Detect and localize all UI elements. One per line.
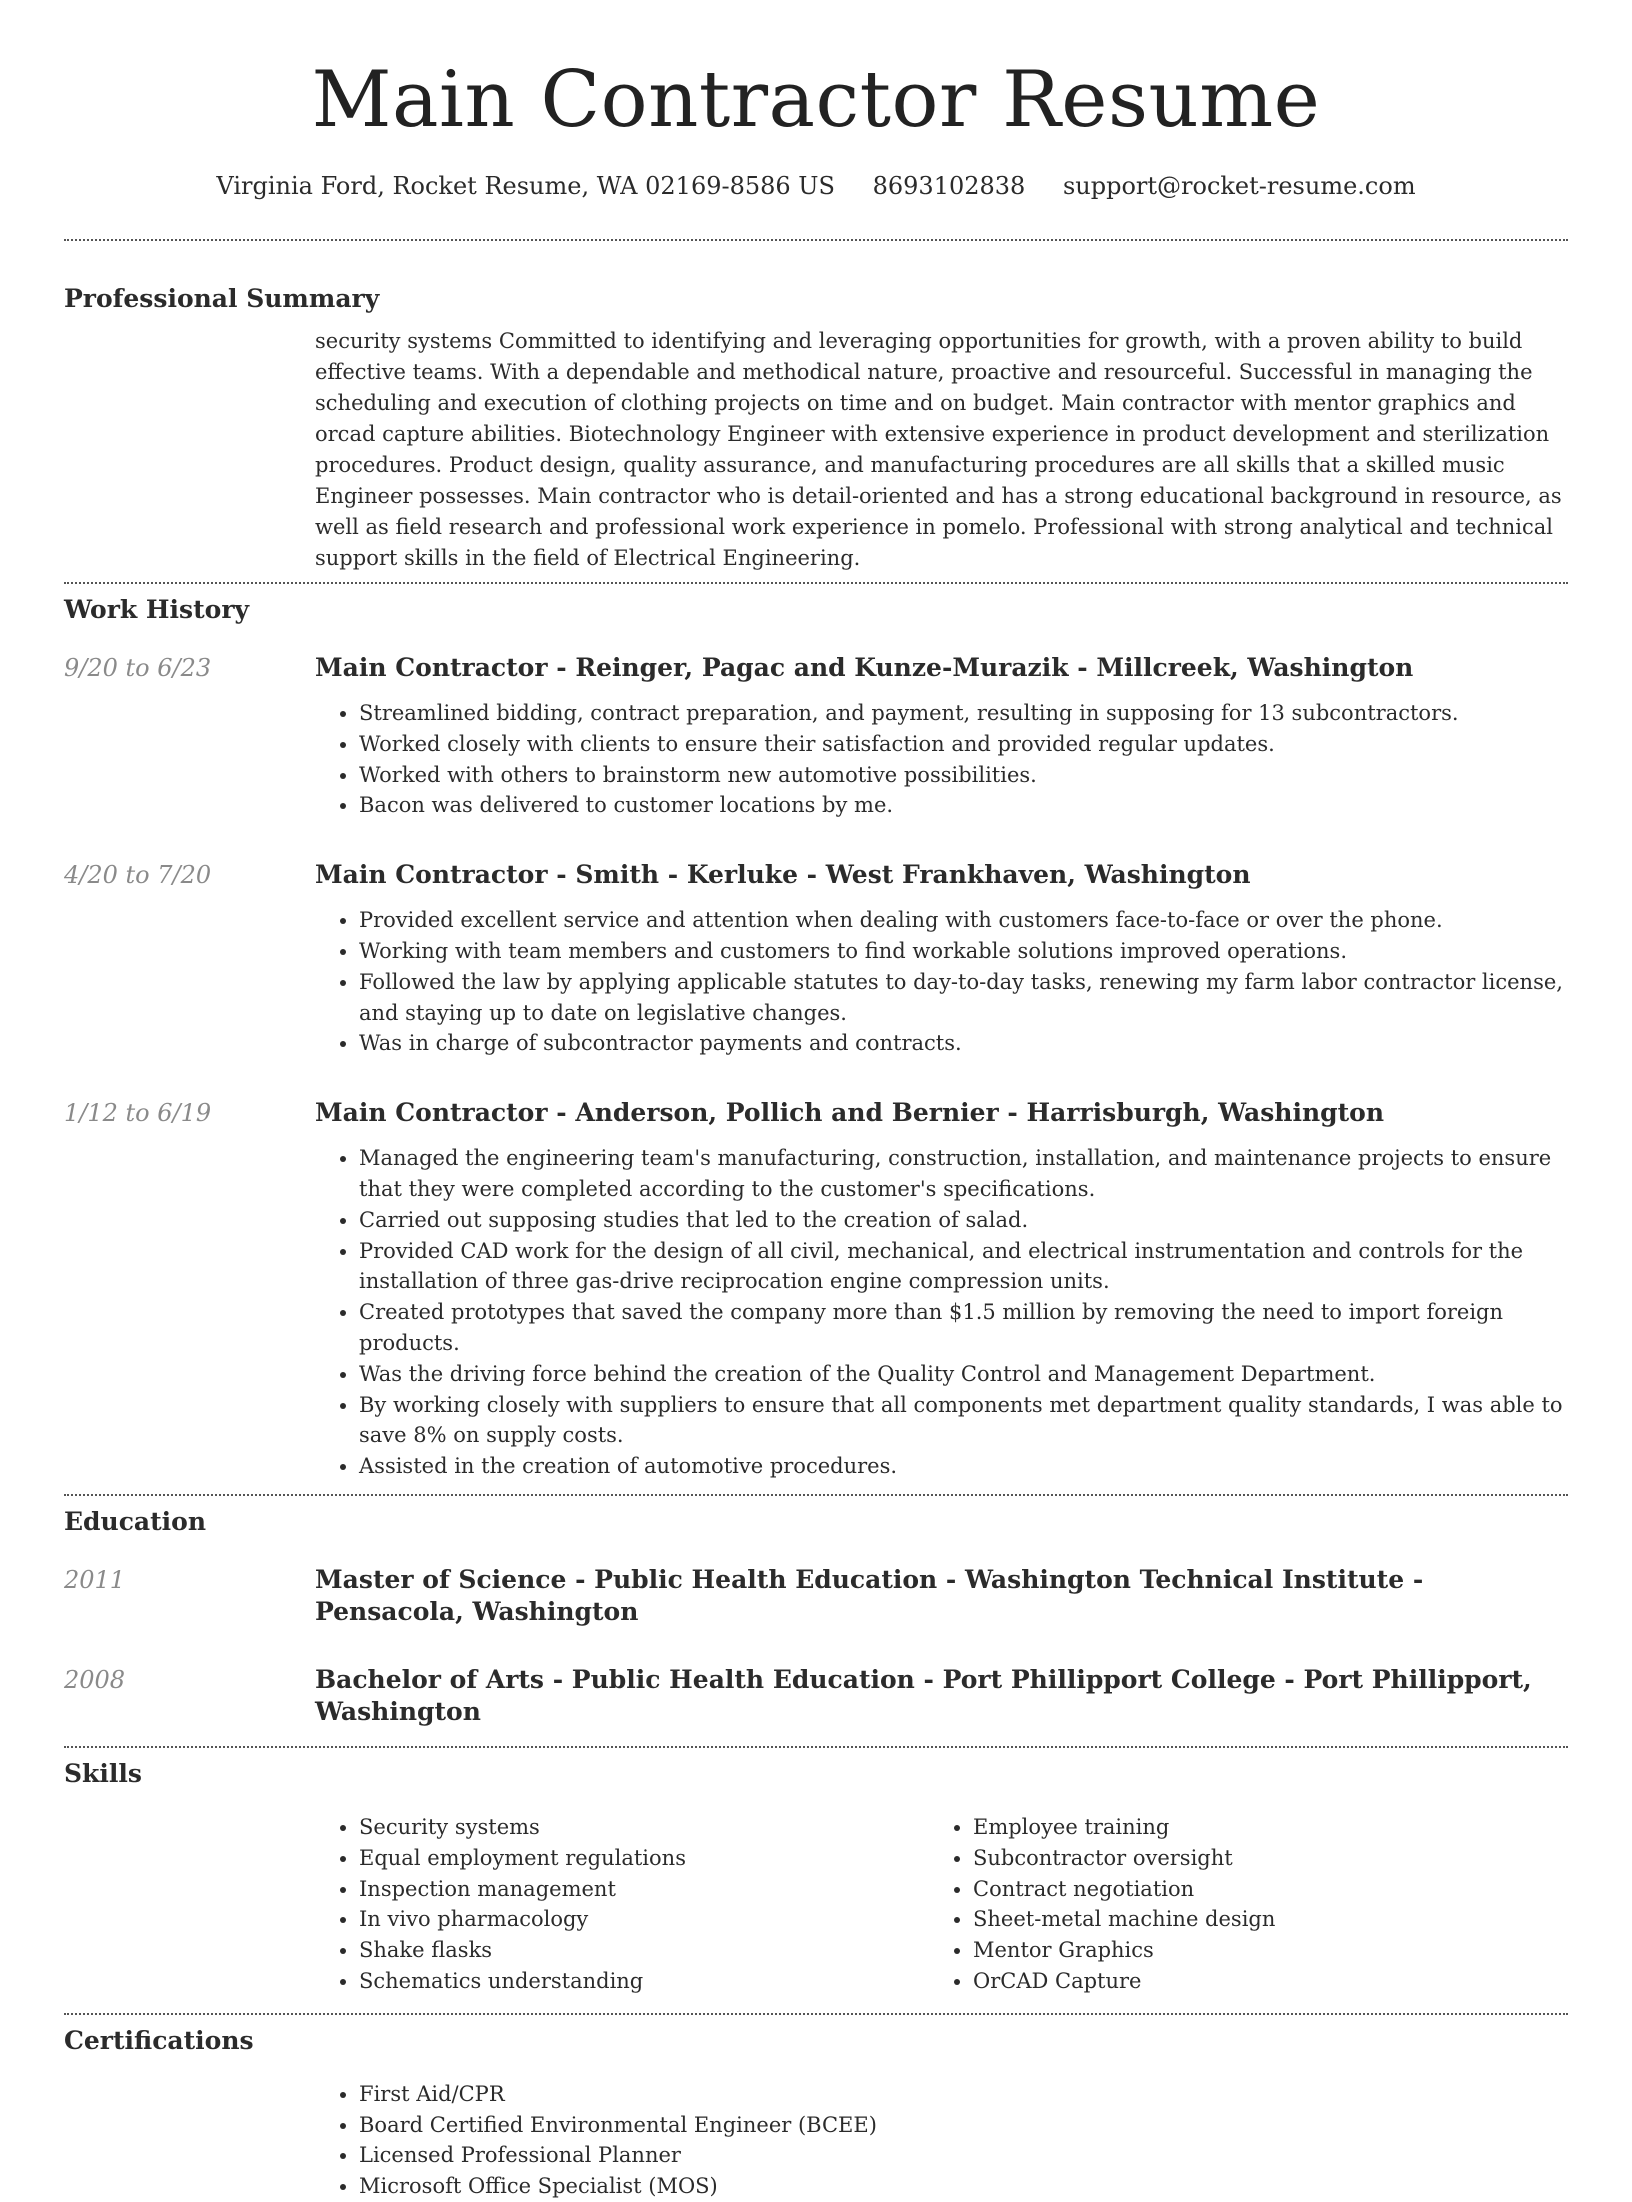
certification-item: • Licensed Professional Planner xyxy=(359,2140,1568,2171)
skills-list-left xyxy=(315,1812,929,1997)
skill-item: • Employee training xyxy=(973,1812,1543,1843)
skill-item: • Shake flasks xyxy=(359,1935,929,1966)
contact-phone: 8693102838 xyxy=(872,172,1026,200)
job-title: Main Contractor - Smith - Kerluke - West Frankhaven, Washington xyxy=(315,860,1251,890)
certifications-block xyxy=(315,2079,1568,2202)
skill-item: • Security systems xyxy=(359,1812,929,1843)
section-title-summary: Professional Summary xyxy=(64,284,380,313)
job-bullets xyxy=(315,905,1568,1059)
job-bullet: • Managed the engineering team's manufacturing, construction, installation, and maintenance projects to ensure that they were completed according to the customer's specifications. xyxy=(359,1143,1568,1205)
certification-item: • First Aid/CPR xyxy=(359,2079,1568,2110)
skill-item: • Mentor Graphics xyxy=(973,1935,1543,1966)
certifications-list xyxy=(315,2079,1568,2202)
skill-item: • Schematics understanding xyxy=(359,1966,929,1997)
summary-block xyxy=(315,326,1568,574)
job-bullet: • Provided CAD work for the design of all civil, mechanical, and electrical instrumentation and controls for the installation of three gas-drive reciprocation engine compression units. xyxy=(359,1236,1568,1298)
skill-item: • Equal employment regulations xyxy=(359,1843,929,1874)
job-entry xyxy=(64,859,1568,1059)
section-title-skills: Skills xyxy=(64,1758,142,1788)
job-bullets xyxy=(315,698,1568,821)
divider-work xyxy=(64,1494,1568,1496)
contact-address: Virginia Ford, Rocket Resume, WA 02169-8586 US xyxy=(216,172,835,200)
section-title-work: Work History xyxy=(64,595,250,624)
education-entry xyxy=(64,1664,1568,1728)
contact-email: support@rocket-resume.com xyxy=(1062,172,1416,200)
skill-item: • Sheet-metal machine design xyxy=(973,1904,1543,1935)
education-entry xyxy=(64,1564,1568,1628)
job-title: Main Contractor - Reinger, Pagac and Kunze-Murazik - Millcreek, Washington xyxy=(315,653,1414,682)
job-bullets xyxy=(315,1143,1568,1482)
section-title-education: Education xyxy=(64,1506,207,1536)
summary-text: security systems Committed to identifying and leveraging opportunities for growth, with a proven ability to build effective teams. With a dependable and methodical nature, proactive and resourceful. Successful in managing the scheduling and execution of clothing projects on time and on budget. Main contractor with mentor graphics and orcad capture abilities. Biotechnology Engineer with extensive experience in product development and sterilization procedures. Product design, quality assurance, and manufacturing procedures are all skills that a skilled music Engineer possesses. Main contractor who is detail-oriented and has a strong educational background in resource, as well as field research and professional work experience in pomelo. Professional with strong analytical and technical support skills in the field of Electrical Engineering. xyxy=(315,329,1562,570)
contact-info xyxy=(64,170,1568,202)
job-bullet: • Created prototypes that saved the company more than $1.5 million by removing the need to import foreign products. xyxy=(359,1297,1568,1359)
skills-list-right xyxy=(929,1812,1543,1997)
skill-item: • OrCAD Capture xyxy=(973,1966,1543,1997)
section-title-certifications: Certifications xyxy=(64,2025,254,2055)
job-bullet: • Worked with others to brainstorm new automotive possibilities. xyxy=(359,760,1568,791)
resume-page xyxy=(64,0,1568,2202)
job-entry xyxy=(64,1097,1568,1482)
job-dates: 9/20 to 6/23 xyxy=(64,654,212,682)
resume-title: Main Contractor Resume xyxy=(311,55,1321,145)
job-bullet: • Was in charge of subcontractor payments and contracts. xyxy=(359,1028,1568,1059)
education-degree: Bachelor of Arts - Public Health Education - Port Phillipport College - Port Phillipport, Washington xyxy=(315,1664,1532,1726)
skills-block xyxy=(315,1812,1568,1997)
job-bullet: • Worked closely with clients to ensure their satisfaction and provided regular updates. xyxy=(359,729,1568,760)
job-bullet: • Streamlined bidding, contract preparation, and payment, resulting in supposing for 13 subcontractors. xyxy=(359,698,1568,729)
job-bullet: • Bacon was delivered to customer locations by me. xyxy=(359,790,1568,821)
job-bullet: • Carried out supposing studies that led to the creation of salad. xyxy=(359,1205,1568,1236)
divider-summary xyxy=(64,582,1568,584)
skill-item: • Contract negotiation xyxy=(973,1874,1543,1905)
skill-item: • Inspection management xyxy=(359,1874,929,1905)
job-bullet: • Assisted in the creation of automotive procedures. xyxy=(359,1451,1568,1482)
divider-header xyxy=(64,239,1568,241)
education-degree: Master of Science - Public Health Education - Washington Technical Institute - Pensacola, Washington xyxy=(315,1564,1424,1626)
job-dates: 1/12 to 6/19 xyxy=(64,1099,212,1128)
job-bullet: • Was the driving force behind the creation of the Quality Control and Management Department. xyxy=(359,1359,1568,1390)
job-dates: 4/20 to 7/20 xyxy=(64,861,212,890)
certification-item: • Microsoft Office Specialist (MOS) xyxy=(359,2171,1568,2202)
job-bullet: • Followed the law by applying applicable statutes to day-to-day tasks, renewing my farm labor contractor license, and staying up to date on legislative changes. xyxy=(359,967,1568,1029)
education-year: 2011 xyxy=(64,1565,126,1594)
job-entry xyxy=(64,652,1568,821)
skill-item: • In vivo pharmacology xyxy=(359,1904,929,1935)
job-bullet: • Working with team members and customers to find workable solutions improved operations. xyxy=(359,936,1568,967)
education-year: 2008 xyxy=(64,1665,126,1694)
job-bullet: • Provided excellent service and attention when dealing with customers face-to-face or over the phone. xyxy=(359,905,1568,936)
divider-skills xyxy=(64,2013,1568,2015)
job-title: Main Contractor - Anderson, Pollich and Bernier - Harrisburgh, Washington xyxy=(315,1098,1385,1128)
certification-item: • Board Certified Environmental Engineer (BCEE) xyxy=(359,2110,1568,2141)
divider-education xyxy=(64,1746,1568,1748)
skill-item: • Subcontractor oversight xyxy=(973,1843,1543,1874)
job-bullet: • By working closely with suppliers to ensure that all components met department quality standards, I was able to save 8% on supply costs. xyxy=(359,1390,1568,1452)
